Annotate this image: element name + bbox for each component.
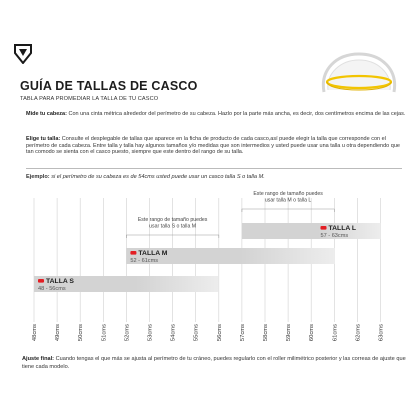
- size-name-label: TALLA L: [328, 224, 357, 232]
- x-tick-label: 59cms: [286, 324, 293, 342]
- annotation-text: usar talla M o talla L: [264, 197, 312, 204]
- size-name-label: TALLA S: [46, 277, 74, 285]
- choose-text: Consulte el desplegable de tallas que aparece en la ficha de producto de cada casco,así puede elegir la talla que corresponde con el perímetro de cada cabeza. Entre talla y talla hay algunos tamaños y/o medidas que son intermedios y usted puede usar una talla u otra dependiendo que tan comodo se sienta con el casco puesto, siempre que este dentro del rango de su talla.: [26, 136, 400, 156]
- x-tick-label: 48cms: [32, 324, 38, 342]
- x-tick-label: 49cms: [55, 324, 62, 342]
- measure-text: Con una cinta métrica alrededor del perímetro de su cabeza. Hazlo por la parte más ancha, es decir, dos centímetros encima de las cejas.: [68, 111, 406, 117]
- size-marker-icon: [321, 226, 327, 230]
- x-tick-label: 60cms: [309, 324, 316, 342]
- measure-label: Mide tu cabeza:: [26, 111, 67, 117]
- x-tick-label: 51cms: [101, 324, 108, 342]
- x-tick-label: 62cms: [355, 324, 362, 342]
- annotation-text: usar talla S o talla M: [149, 223, 197, 230]
- x-tick-label: 55cms: [193, 324, 200, 342]
- page-subtitle: TABLA PARA PROMEDIAR LA TALLA DE TU CASCO: [20, 96, 159, 102]
- example-text: si el perímetro de su cabeza es de 54cms usted puede usar un casco talla S o talla M.: [51, 174, 265, 180]
- example-label: Ejemplo:: [26, 174, 50, 180]
- x-tick-label: 61cms: [332, 324, 339, 342]
- x-tick-label: 57cms: [239, 324, 246, 342]
- footer-text: Cuando tengas el que más se ajusta al perímetro de tu cráneo, puedes regularlo con el roller milimétrico posterior y las correas de ajuste que tiene cada modelo.: [22, 356, 406, 370]
- choose-label: Elige tu talla:: [26, 136, 61, 142]
- footer-label: Ajuste final:: [22, 356, 55, 362]
- final-adjustment-note: [22, 355, 412, 371]
- x-tick-label: 50cms: [78, 324, 85, 342]
- size-marker-icon: [38, 279, 44, 283]
- size-range-label: 52 - 61cms: [130, 258, 159, 264]
- size-range-label: 57 - 63cms: [320, 233, 349, 239]
- x-tick-label: 58cms: [263, 324, 269, 342]
- x-tick-label: 53cms: [147, 324, 154, 342]
- size-name-label: TALLA M: [138, 249, 168, 257]
- annotation-text: Este rango de tamaño puedes: [253, 191, 323, 197]
- x-tick-label: 63cms: [378, 324, 385, 342]
- x-tick-label: 52cms: [124, 324, 131, 342]
- size-marker-icon: [130, 251, 136, 255]
- x-tick-label: 54cms: [170, 324, 177, 342]
- annotation-text: Este rango de tamaño puedes: [137, 217, 208, 223]
- size-bar-talla-l: [242, 223, 381, 239]
- size-range-label: 48 - 56cms: [38, 286, 66, 292]
- page-title: GUÍA DE TALLAS DE CASCO: [20, 79, 198, 93]
- x-tick-label: 56cms: [216, 324, 223, 342]
